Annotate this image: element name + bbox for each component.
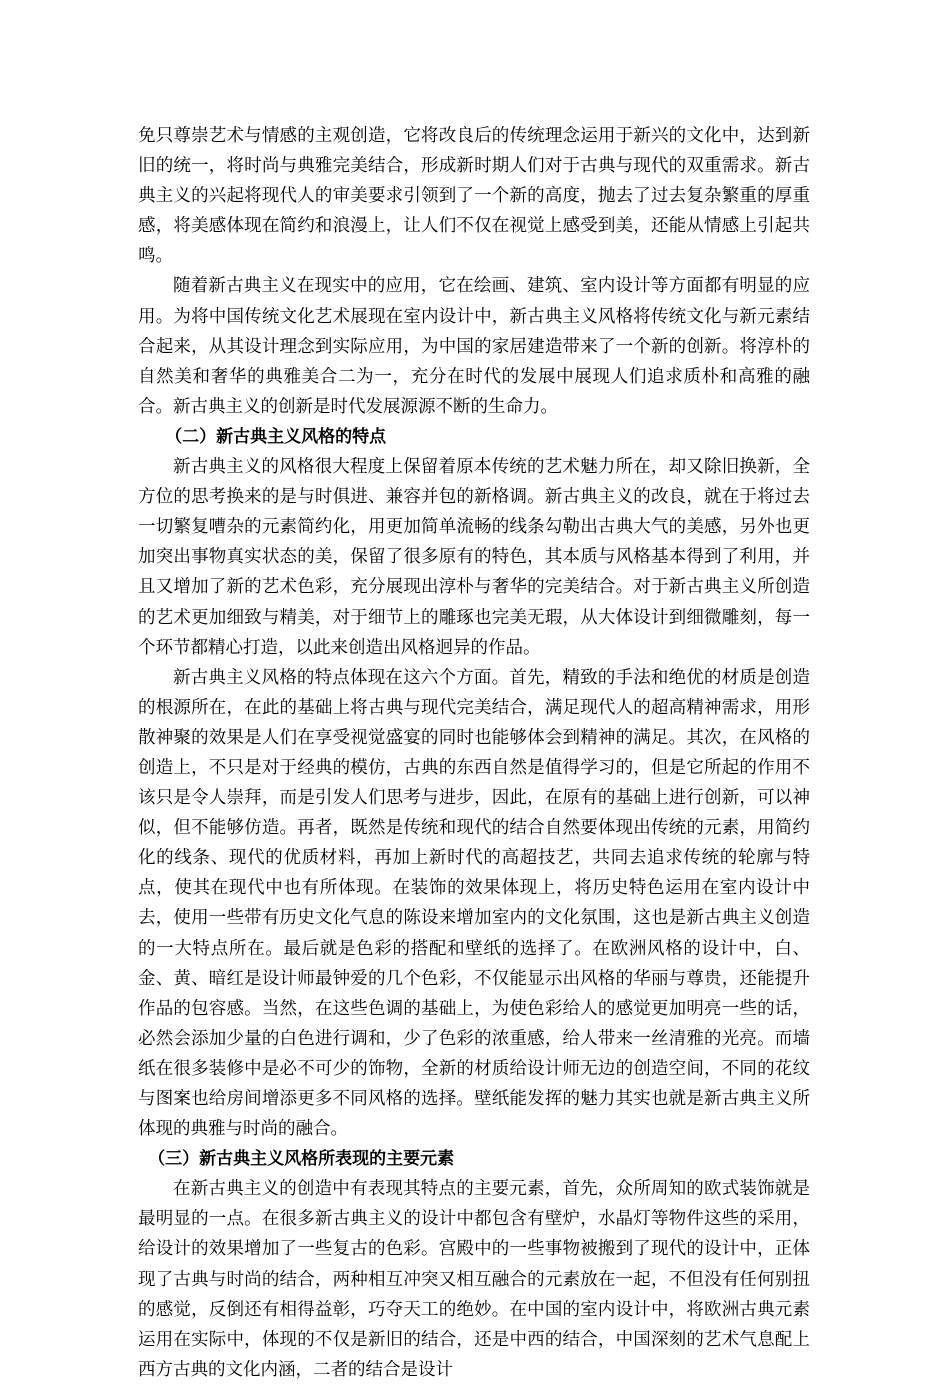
- paragraph-main-elements: 在新古典主义的创造中有表现其特点的主要元素，首先，众所周知的欧式装饰就是最明显的一点。在很多新古典主义的设计中都包含有壁炉，水晶灯等物件这些的采用，给设计的效果增加了一些复古的色彩。宫殿中的一些事物被搬到了现代的设计中，正体现了古典与时尚的结合，两种相互冲突又相互融合的元素放在一起，不但没有任何别扭的感觉，反倒还有相得益彰，巧夺天工的绝妙。在中国的室内设计中，将欧洲古典元素运用在实际中，体现的不仅是新旧的结合，还是中西的结合，中国深刻的艺术气息配上西方古典的文化内涵，二者的结合是设计: [138, 1179, 810, 1380]
- paragraph-continuation: 免只尊崇艺术与情感的主观创造，它将改良后的传统理念运用于新兴的文化中，达到新旧的统一，将时尚与典雅完美结合，形成新时期人们对于古典与现代的双重需求。新古典主义的兴起将现代人的审美要求引领到了一个新的高度，抛去了过去复杂繁重的厚重感，将美感体现在简约和浪漫上，让人们不仅在视觉上感受到美，还能从情感上引起共鸣。: [138, 126, 810, 267]
- section-heading-elements: （三）新古典主义风格所表现的主要元素: [148, 1149, 455, 1170]
- document-page: [138, 121, 810, 1385]
- paragraph-six-aspects: 新古典主义风格的特点体现在这六个方面。首先，精致的手法和绝优的材质是创造的根源所在，在此的基础上将古典与现代完美结合，满足现代人的超高精神需求，用形散神聚的效果是人们在享受视觉盛宴的同时也能够体会到精神的满足。其次，在风格的创造上，不只是对于经典的模仿，古典的东西自然是值得学习的，但是它所起的作用不该只是令人崇拜，而是引发人们思考与进步，因此，在原有的基础上进行创新，可以神似，但不能够仿造。再者，既然是传统和现代的结合自然要体现出传统的元素，用简约化的线条、现代的优质材料，再加上新时代的高超技艺，共同去追求传统的轮廓与特点，使其在现代中也有所体现。在装饰的效果体现上，将历史特色运用在室内设计中去，使用一些带有历史文化气息的陈设来增加室内的文化氛围，这也是新古典主义创造的一大特点所在。最后就是色彩的搭配和壁纸的选择了。在欧洲风格的设计中，白、金、黄、暗红是设计师最钟爱的几个色彩，不仅能显示出风格的华丽与尊贵，还能提升作品的包容感。当然，在这些色调的基础上，为使色彩给人的感觉更加明亮一些的话，必然会添加少量的白色进行调和，少了色彩的浓重感，给人带来一丝清雅的光亮。而墙纸在很多装修中是必不可少的饰物，全新的材质给设计师无边的创造空间，不同的花纹与图案也给房间增添更多不同风格的选择。壁纸能发挥的魅力其实也就是新古典主义所体现的典雅与时尚的融合。: [138, 667, 810, 1140]
- paragraph-style-overview: 新古典主义的风格很大程度上保留着原本传统的艺术魅力所在，却又除旧换新，全方位的思考换来的是与时俱进、兼容并包的新格调。新古典主义的改良，就在于将过去一切繁复嘈杂的元素简约化，用更加简单流畅的线条勾勒出古典大气的美感，另外也更加突出事物真实状态的美，保留了很多原有的特色，其本质与风格基本得到了利用，并且又增加了新的艺术色彩，充分展现出淳朴与奢华的完美结合。对于新古典主义所创造的艺术更加细致与精美，对于细节上的雕琢也完美无瑕，从大体设计到细微雕刻，每一个环节都精心打造，以此来创造出风格迥异的作品。: [138, 457, 810, 658]
- paragraph-application: 随着新古典主义在现实中的应用，它在绘画、建筑、室内设计等方面都有明显的应用。为将中国传统文化艺术展现在室内设计中，新古典主义风格将传统文化与新元素结合起来，从其设计理念到实际应用，为中国的家居建造带来了一个新的创新。将淳朴的自然美和奢华的典雅美合二为一，充分在时代的发展中展现人们追求质朴和高雅的融合。新古典主义的创新是时代发展源源不断的生命力。: [138, 276, 810, 417]
- section-heading-features: （二）新古典主义风格的特点: [165, 426, 387, 447]
